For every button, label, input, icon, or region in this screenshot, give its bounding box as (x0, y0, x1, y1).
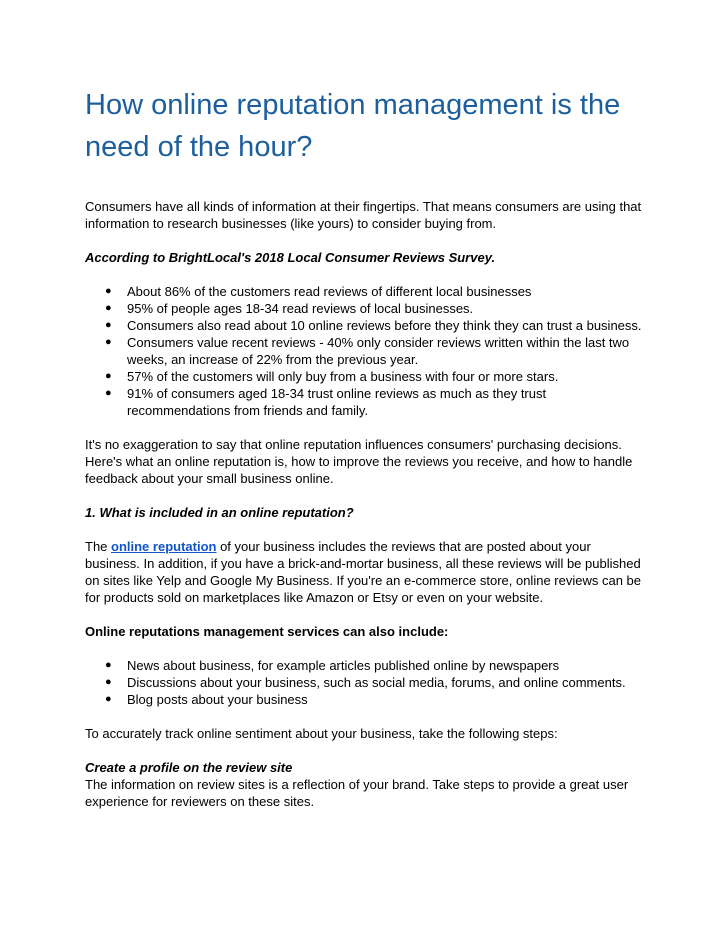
list-item: ● 57% of the customers will only buy from a business with four or more stars. (105, 369, 559, 384)
list-item: ● Consumers value recent reviews - 40% only consider reviews written within the last two weeks, an increase of 22% from the previous year. (105, 335, 630, 367)
list-item: ● News about business, for example articles published online by newspapers (105, 658, 560, 673)
list-item: ● Consumers also read about 10 online reviews before they think they can trust a business. (105, 318, 642, 333)
step1-paragraph: The information on review sites is a reflection of your brand. Take steps to provide a great user experience for reviewers on these sites. (85, 777, 629, 809)
bullet-icon: ● (105, 659, 112, 671)
section1-paragraph: The online reputation of your business includes the reviews that are posted about your business. In addition, if you have a brick-and-mortar business, all these reviews will be published on sites like Yelp and Google My Business. If you're an e-commerce store, online reviews can be for products sold on marketplaces like Amazon or Etsy or even on your website. (85, 539, 641, 605)
bullet-icon: ● (105, 676, 112, 688)
list-item: ● 95% of people ages 18-34 read reviews of local businesses. (105, 301, 474, 316)
page-title: How online reputation management is the need of the hour? (85, 89, 621, 163)
list-item: ● Discussions about your business, such as social media, forums, and online comments. (105, 675, 626, 690)
document-page (85, 84, 645, 810)
intro-paragraph: Consumers have all kinds of information at their fingertips. That means consumers are using that information to research businesses (like yours) to consider buying from. (85, 199, 642, 231)
bullet-icon: ● (105, 285, 112, 297)
reputation-influence-paragraph: It's no exaggeration to say that online reputation influences consumers' purchasing decisions. Here's what an online reputation is, how to improve the reviews you receive, and how to handle feedback about your small business online. (85, 437, 633, 486)
survey-heading: According to BrightLocal's 2018 Local Consumer Reviews Survey. (85, 250, 496, 265)
steps-intro-paragraph: To accurately track online sentiment about your business, take the following steps: (85, 726, 558, 741)
bullet-icon: ● (105, 370, 112, 382)
online-reputation-link[interactable]: online reputation (111, 539, 217, 554)
bullet-icon: ● (105, 336, 112, 348)
bullet-icon: ● (105, 693, 112, 705)
bullet-icon: ● (105, 302, 112, 314)
list-item: ● Blog posts about your business (105, 692, 308, 707)
bullet-icon: ● (105, 319, 112, 331)
services-heading: Online reputations management services can also include: (85, 624, 449, 639)
bullet-icon: ● (105, 387, 112, 399)
services-bullet-list (85, 657, 645, 708)
section1-heading: 1. What is included in an online reputation? (85, 505, 354, 520)
list-item: ● About 86% of the customers read reviews of different local businesses (105, 284, 532, 299)
step1-heading: Create a profile on the review site (85, 760, 293, 775)
list-item: ● 91% of consumers aged 18-34 trust online reviews as much as they trust recommendations from friends and family. (105, 386, 547, 418)
survey-bullet-list (85, 283, 645, 419)
